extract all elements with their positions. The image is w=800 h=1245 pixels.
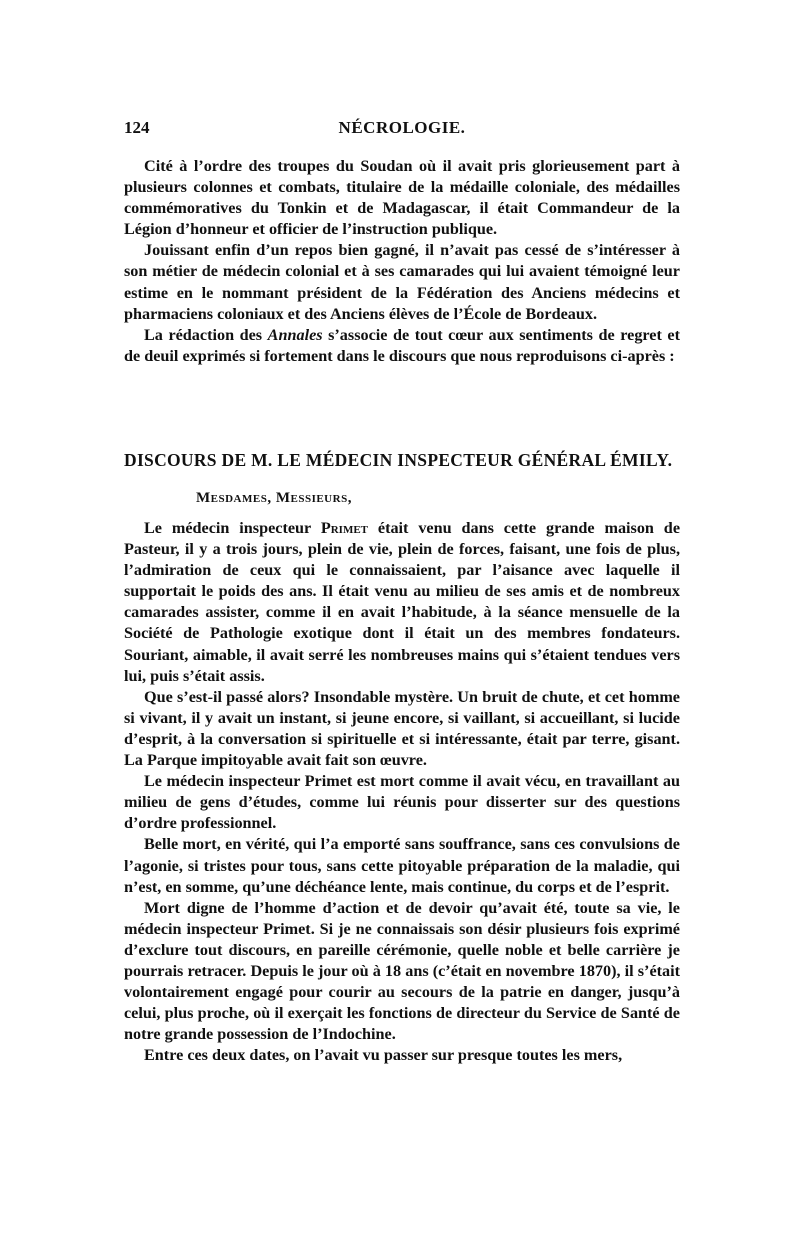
page-number: 124 (124, 118, 150, 137)
paragraph: Belle mort, en vérité, qui l’a emporté sans souffrance, sans ces convulsions de l’agonie, si tristes pour tous, sans cette pitoyable préparation de la maladie, qui n’est, en somme, qu’une déchéance lente, mais continue, du corps et de l’esprit. (124, 835, 680, 896)
paragraph (124, 325, 680, 367)
journal-title: Annales (267, 325, 323, 344)
paragraph: Que s’est-il passé alors? Insondable mystère. Un bruit de chute, et cet homme si vivant, il y avait un instant, si jeune encore, si vaillant, si accueillant, si lucide d’esprit, à la conversation si spirituelle et si intéressante, était par terre, gisant. La Parque impitoyable avait fait son œuvre. (124, 687, 680, 770)
text-run: La rédaction des (144, 325, 268, 344)
person-name: Primet (320, 519, 368, 537)
paragraph: Cité à l’ordre des troupes du Soudan où il avait pris glorieusement part à plusieurs colonnes et combats, titulaire de la médaille coloniale, des médailles commémoratives du Tonkin et de Madagascar, il était Commandeur de la Légion d’honneur et officier de l’instruction publique. (124, 157, 680, 239)
obituary-text (124, 156, 680, 367)
paragraph: Le médecin inspecteur Primet est mort comme il avait vécu, en travaillant au milieu de gens d’études, comme lui réunis pour disserter sur des questions d’ordre professionnel. (124, 772, 680, 833)
paragraph: Mort digne de l’homme d’action et de devoir qu’avait été, toute sa vie, le médecin inspecteur Primet. Si je ne connaissais son désir plusieurs fois exprimé d’exclure tout discours, en pareille cérémonie, quelle noble et belle carrière je pourrais retracer. Depuis le jour où à 18 ans (c’était en novembre 1870), il s’était volontairement engagé pour courir au secours de la patrie en danger, jusqu’à celui, plus proche, où il exerçait les fonctions de directeur du Service de Santé de notre grande possession de l’Indochine. (124, 898, 680, 1044)
text-run: s’associe de tout cœur aux sentiments de regret et de deuil exprimés si fortement dans le discours que nous reproduisons ci-après : (124, 325, 681, 365)
paragraph: Jouissant enfin d’un repos bien gagné, il n’avait pas cessé de s’intéresser à son métier de médecin colonial et à ses camarades qui lui avaient témoigné leur estime en le nommant président de la Fédération des Anciens médecins et pharmaciens coloniaux et des Anciens élèves de l’École de Bordeaux. (124, 241, 680, 323)
page-header (124, 118, 680, 142)
text-run: était venu dans cette grande maison de Pasteur, il y a trois jours, plein de vie, plein de forces, faisant, une fois de plus, l’admiration de ceux qui le connaissaient, par l’aisance avec laquelle il supportait le poids des ans. Il était venu au milieu de ses amis et de nombreux camarades assister, comme il en avait l’habitude, à la séance mensuelle de la Société de Pathologie exotique dont il était un des membres fondateurs. Souriant, aimable, il avait serré les nombreuses mains qui s’étaient tendues vers lui, puis s’était assis. (124, 519, 680, 685)
text-run: Le médecin inspecteur (144, 519, 321, 537)
running-title: NÉCROLOGIE. (338, 118, 466, 137)
paragraph (124, 518, 680, 687)
discourse-text (124, 518, 680, 1066)
salutation: Mesdames, Messieurs, (196, 490, 352, 506)
discourse-heading: DISCOURS DE M. LE MÉDECIN INSPECTEUR GÉNÉRAL ÉMILY. (124, 450, 673, 470)
paragraph: Entre ces deux dates, on l’avait vu passer sur presque toutes les mers, (144, 1046, 623, 1065)
